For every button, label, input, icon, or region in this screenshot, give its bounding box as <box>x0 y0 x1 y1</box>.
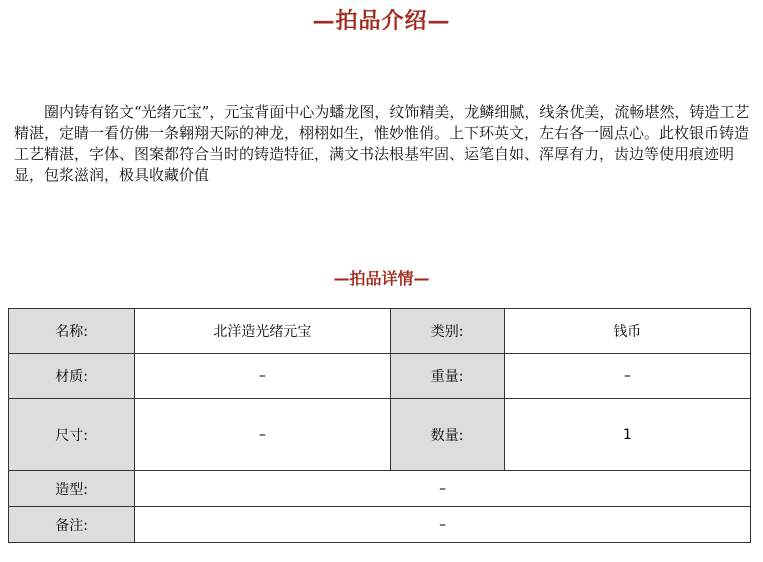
quantity-value: 1 <box>504 399 750 471</box>
note-label: 备注: <box>9 507 135 543</box>
weight-label: 重量: <box>390 354 504 399</box>
name-value: 北洋造光绪元宝 <box>135 309 390 354</box>
category-value: 钱币 <box>504 309 750 354</box>
size-label: 尺寸: <box>9 399 135 471</box>
weight-value: – <box>504 354 750 399</box>
intro-section-title: —拍品介绍— <box>312 8 451 34</box>
note-value: – <box>135 507 751 543</box>
table-row <box>9 309 751 354</box>
intro-paragraph: 圈内铸有铭文“光绪元宝”，元宝背面中心为蟠龙图，纹饰精美，龙鳞细腻，线条优美，流畅堪然，铸造工艺精湛，定睛一看仿佛一条翱翔天际的神龙，栩栩如生，惟妙惟俏。上下环英文，左右各一圆点心。此枚银币铸造工艺精湛，字体、图案都符合当时的铸造特征，满文书法根基牢固、运笔自如、浑厚有力，齿边等使用痕迹明显，包浆滋润，极具收藏价值 <box>14 103 750 184</box>
table-row <box>9 354 751 399</box>
category-label: 类别: <box>390 309 504 354</box>
table-row <box>9 471 751 507</box>
detail-table <box>8 308 751 543</box>
name-label: 名称: <box>9 309 135 354</box>
shape-label: 造型: <box>9 471 135 507</box>
material-label: 材质: <box>9 354 135 399</box>
material-value: – <box>135 354 390 399</box>
table-row <box>9 399 751 471</box>
detail-section-title: —拍品详情— <box>333 269 430 288</box>
table-row <box>9 507 751 543</box>
size-value: – <box>135 399 390 471</box>
shape-value: – <box>135 471 751 507</box>
quantity-label: 数量: <box>390 399 504 471</box>
